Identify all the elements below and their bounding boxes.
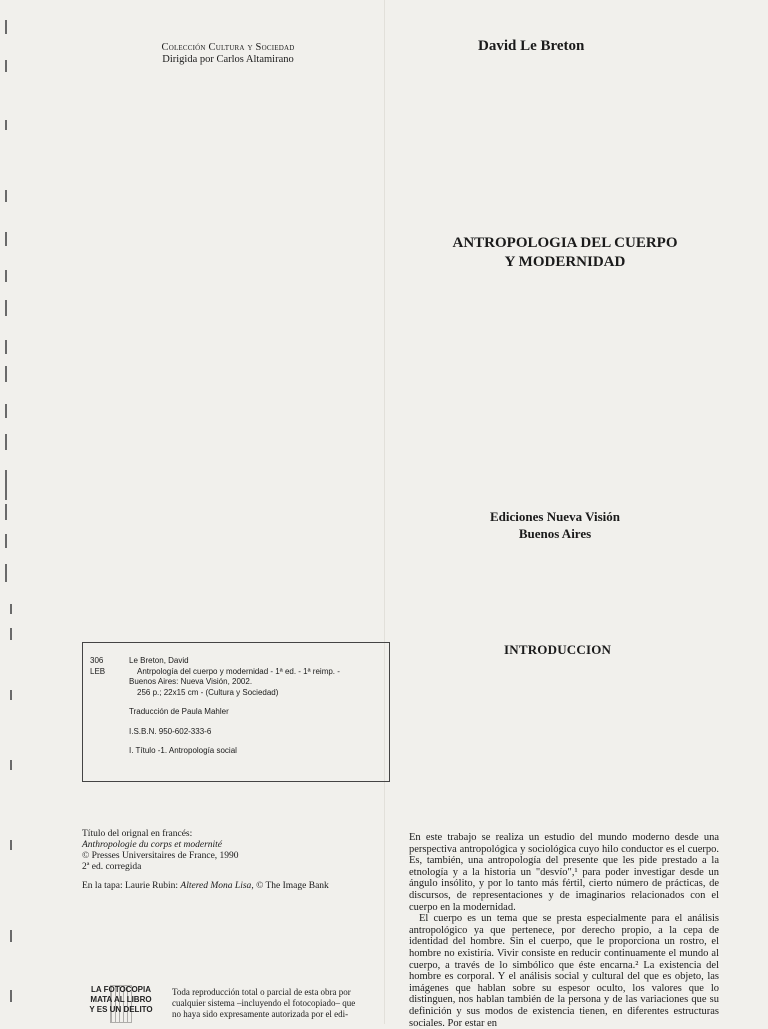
publisher [440, 508, 670, 542]
series-info [118, 42, 338, 66]
book-title [395, 234, 735, 272]
cover-credit-prefix: En la tapa: Laurie Rubin: [82, 881, 181, 891]
original-copyright: © Presses Universitaires de France, 1990 [82, 851, 239, 861]
catalog-code [90, 656, 105, 677]
original-edition: 2ª ed. corregida [82, 862, 142, 872]
catalog-entry-physical: 256 p.; 22x15 cm - (Cultura y Sociedad) [137, 687, 279, 697]
notice-line-1: Toda reproducción total o parcial de esta obra por [172, 987, 351, 997]
paragraph-2: El cuerpo es un tema que se presta especialmente para el análisis antropológico ya que pertenece, por derecho propio, a la cepa de identidad del hombre. Sin el cuerpo, que le proporciona un rostro, el hombre no existiría. Vivir consiste en reducir continuamente el mundo al cuerpo, a través de lo simbólico que éste encarna.² La existencia del hombre es corporal. Y el análisis social y cultural del que es objeto, las imágenes que hablan sobre su espesor oculto, los valores que lo distinguen, nos hablan también de la persona y de las variaciones que su definición y sus modos de existencia tienen, en diferentes estructuras sociales. Por estar en [409, 913, 719, 1029]
publisher-name: Ediciones Nueva Visión [489, 509, 621, 524]
introduction-text [409, 832, 719, 1029]
scan-edge-marks [0, 0, 16, 1024]
logo-line-2: MATA AL LIBRO [90, 995, 152, 1004]
logo-line-3: Y ES UN DELITO [89, 1005, 153, 1014]
catalog-code-number: 306 [90, 656, 104, 665]
series-collection: Colección Cultura y Sociedad [161, 42, 295, 53]
logo-line-1: LA FOTOCOPIA [91, 985, 151, 994]
cover-credit-suffix: , © The Image Bank [251, 881, 329, 891]
notice-line-2: cualquier sistema –incluyendo el fotocopiado– que [172, 998, 356, 1008]
original-title-block [82, 829, 382, 892]
catalog-code-letters: LEB [90, 666, 106, 676]
catalog-entry-title: Antrpología del cuerpo y modernidad - 1ª ed. - 1ª reimp. - [137, 666, 340, 676]
catalog-card [82, 642, 390, 782]
book-author: David Le Breton [478, 38, 585, 54]
original-title-label: Título del orignal en francés: [82, 829, 193, 839]
cover-credit-work: Altered Mona Lisa [180, 881, 252, 891]
original-title: Anthropologie du corps et modernité [82, 840, 223, 850]
paragraph-1: En este trabajo se realiza un estudio del mundo moderno desde una perspectiva antropológica y sociológica cuyo hilo conductor es el cuerpo. Es, también, una antropología del presente que les pide prestado a la etnología y a la historia un "desvío",¹ para poder investigar desde un ángulo insólito, y por lo tanto más fértil, cierto número de prácticas, de discursos, de representaciones y de imaginarios relacionados con el cuerpo en la modernidad. [409, 832, 719, 913]
series-director: Dirigida por Carlos Altamirano [162, 54, 294, 65]
anti-photocopy-logo [86, 985, 156, 1024]
publisher-city: Buenos Aires [518, 526, 592, 541]
section-heading: INTRODUCCION [504, 642, 612, 657]
catalog-translation: Traducción de Paula Mahler [129, 707, 229, 716]
copyright-notice [172, 987, 390, 1020]
cover-credit [82, 881, 382, 892]
book-title-line-2: Y MODERNIDAD [504, 254, 626, 270]
catalog-entry-imprint: Buenos Aires: Nueva Visión, 2002. [129, 677, 253, 686]
notice-line-3: no haya sido expresamente autorizada por el edi- [172, 1009, 349, 1019]
catalog-entry [129, 656, 383, 757]
catalog-entry-author: Le Breton, David [129, 656, 189, 665]
catalog-subjects: I. Título -1. Antropología social [129, 746, 237, 755]
page-divider [384, 0, 385, 1024]
catalog-isbn: I.S.B.N. 950-602-333-6 [129, 726, 212, 736]
book-title-line-1: ANTROPOLOGIA DEL CUERPO [452, 235, 678, 251]
